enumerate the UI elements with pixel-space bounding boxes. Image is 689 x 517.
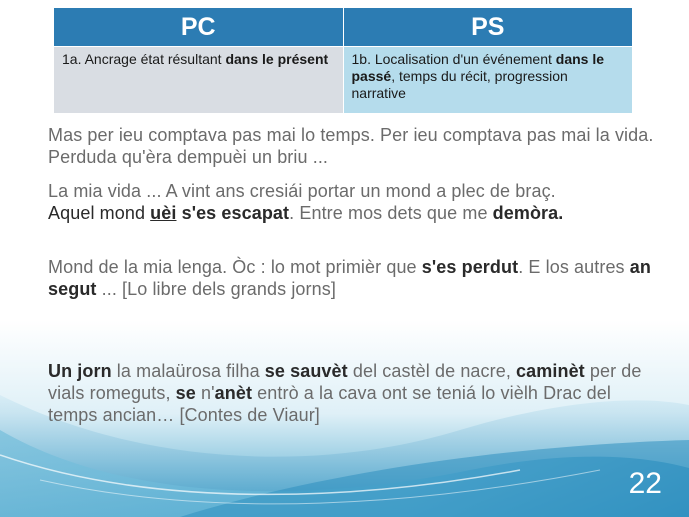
p3-text-3: ... [Lo libre dels grands jorns] — [96, 279, 336, 299]
p4-bold-un-jorn: Un jorn — [48, 361, 112, 381]
p4-text-5: entrò a la cava ont se teniá lo vièlh Drac del temps ancian… [Contes de Viaur] — [48, 383, 611, 425]
ps-cell-bold: dans le passé — [351, 51, 605, 84]
pc-cell-bold: dans le présent — [225, 51, 329, 67]
p4-text-2: del castèl de nacre, — [347, 361, 517, 381]
p2-text-3: . Entre mos dets que me — [289, 203, 493, 223]
p2-bold-escapat: s'es escapat — [176, 203, 290, 223]
table-row — [54, 47, 633, 114]
paragraph-4 — [48, 360, 658, 426]
paragraph-3 — [48, 256, 658, 300]
p2-bold-demora: demòra. — [492, 203, 564, 223]
header-pc: PC — [54, 8, 344, 47]
paragraph-1 — [48, 124, 658, 168]
p4-text-1: la malaürosa filha — [111, 361, 265, 381]
slide-number: 22 — [628, 467, 662, 500]
p2-bold-uei: uèi — [150, 203, 177, 223]
header-ps: PS — [343, 8, 633, 47]
ps-cell-text-2: , temps du récit, progression narrative — [351, 68, 568, 101]
p4-bold-anet: anèt — [214, 383, 253, 403]
pc-cell — [54, 47, 344, 114]
pc-cell-text: 1a. Ancrage état résultant — [62, 51, 226, 67]
p1-text: Mas per ieu comptava pas mai lo temps. Per ieu comptava pas mai la vida. Perduda qu'èra dempuèi un briu ... — [48, 125, 654, 167]
paragraph-2 — [48, 180, 658, 224]
table-header-row — [54, 8, 633, 47]
comparison-table — [53, 7, 633, 114]
p3-bold-perdut: s'es perdut — [421, 257, 519, 277]
p3-text-1: Mond de la mia lenga. Òc : lo mot primièr que — [48, 257, 422, 277]
p2-text-1: La mia vida ... A vint ans cresiái portar un mond a plec de braç. — [48, 181, 556, 201]
ps-cell-text-1: 1b. Localisation d'un événement — [351, 51, 556, 67]
p4-bold-caminet: caminèt — [516, 361, 585, 381]
p2-text-2: Aquel mond — [48, 203, 151, 223]
p4-bold-se: se — [175, 383, 196, 403]
p4-bold-sauvet: se sauvèt — [264, 361, 348, 381]
p3-text-2: . E los autres — [518, 257, 630, 277]
p4-text-4: n' — [195, 383, 215, 403]
p3-bold-segut: an segut — [48, 257, 651, 299]
ps-cell — [343, 47, 633, 114]
p4-text-3: per de vials romeguts, — [48, 361, 642, 403]
